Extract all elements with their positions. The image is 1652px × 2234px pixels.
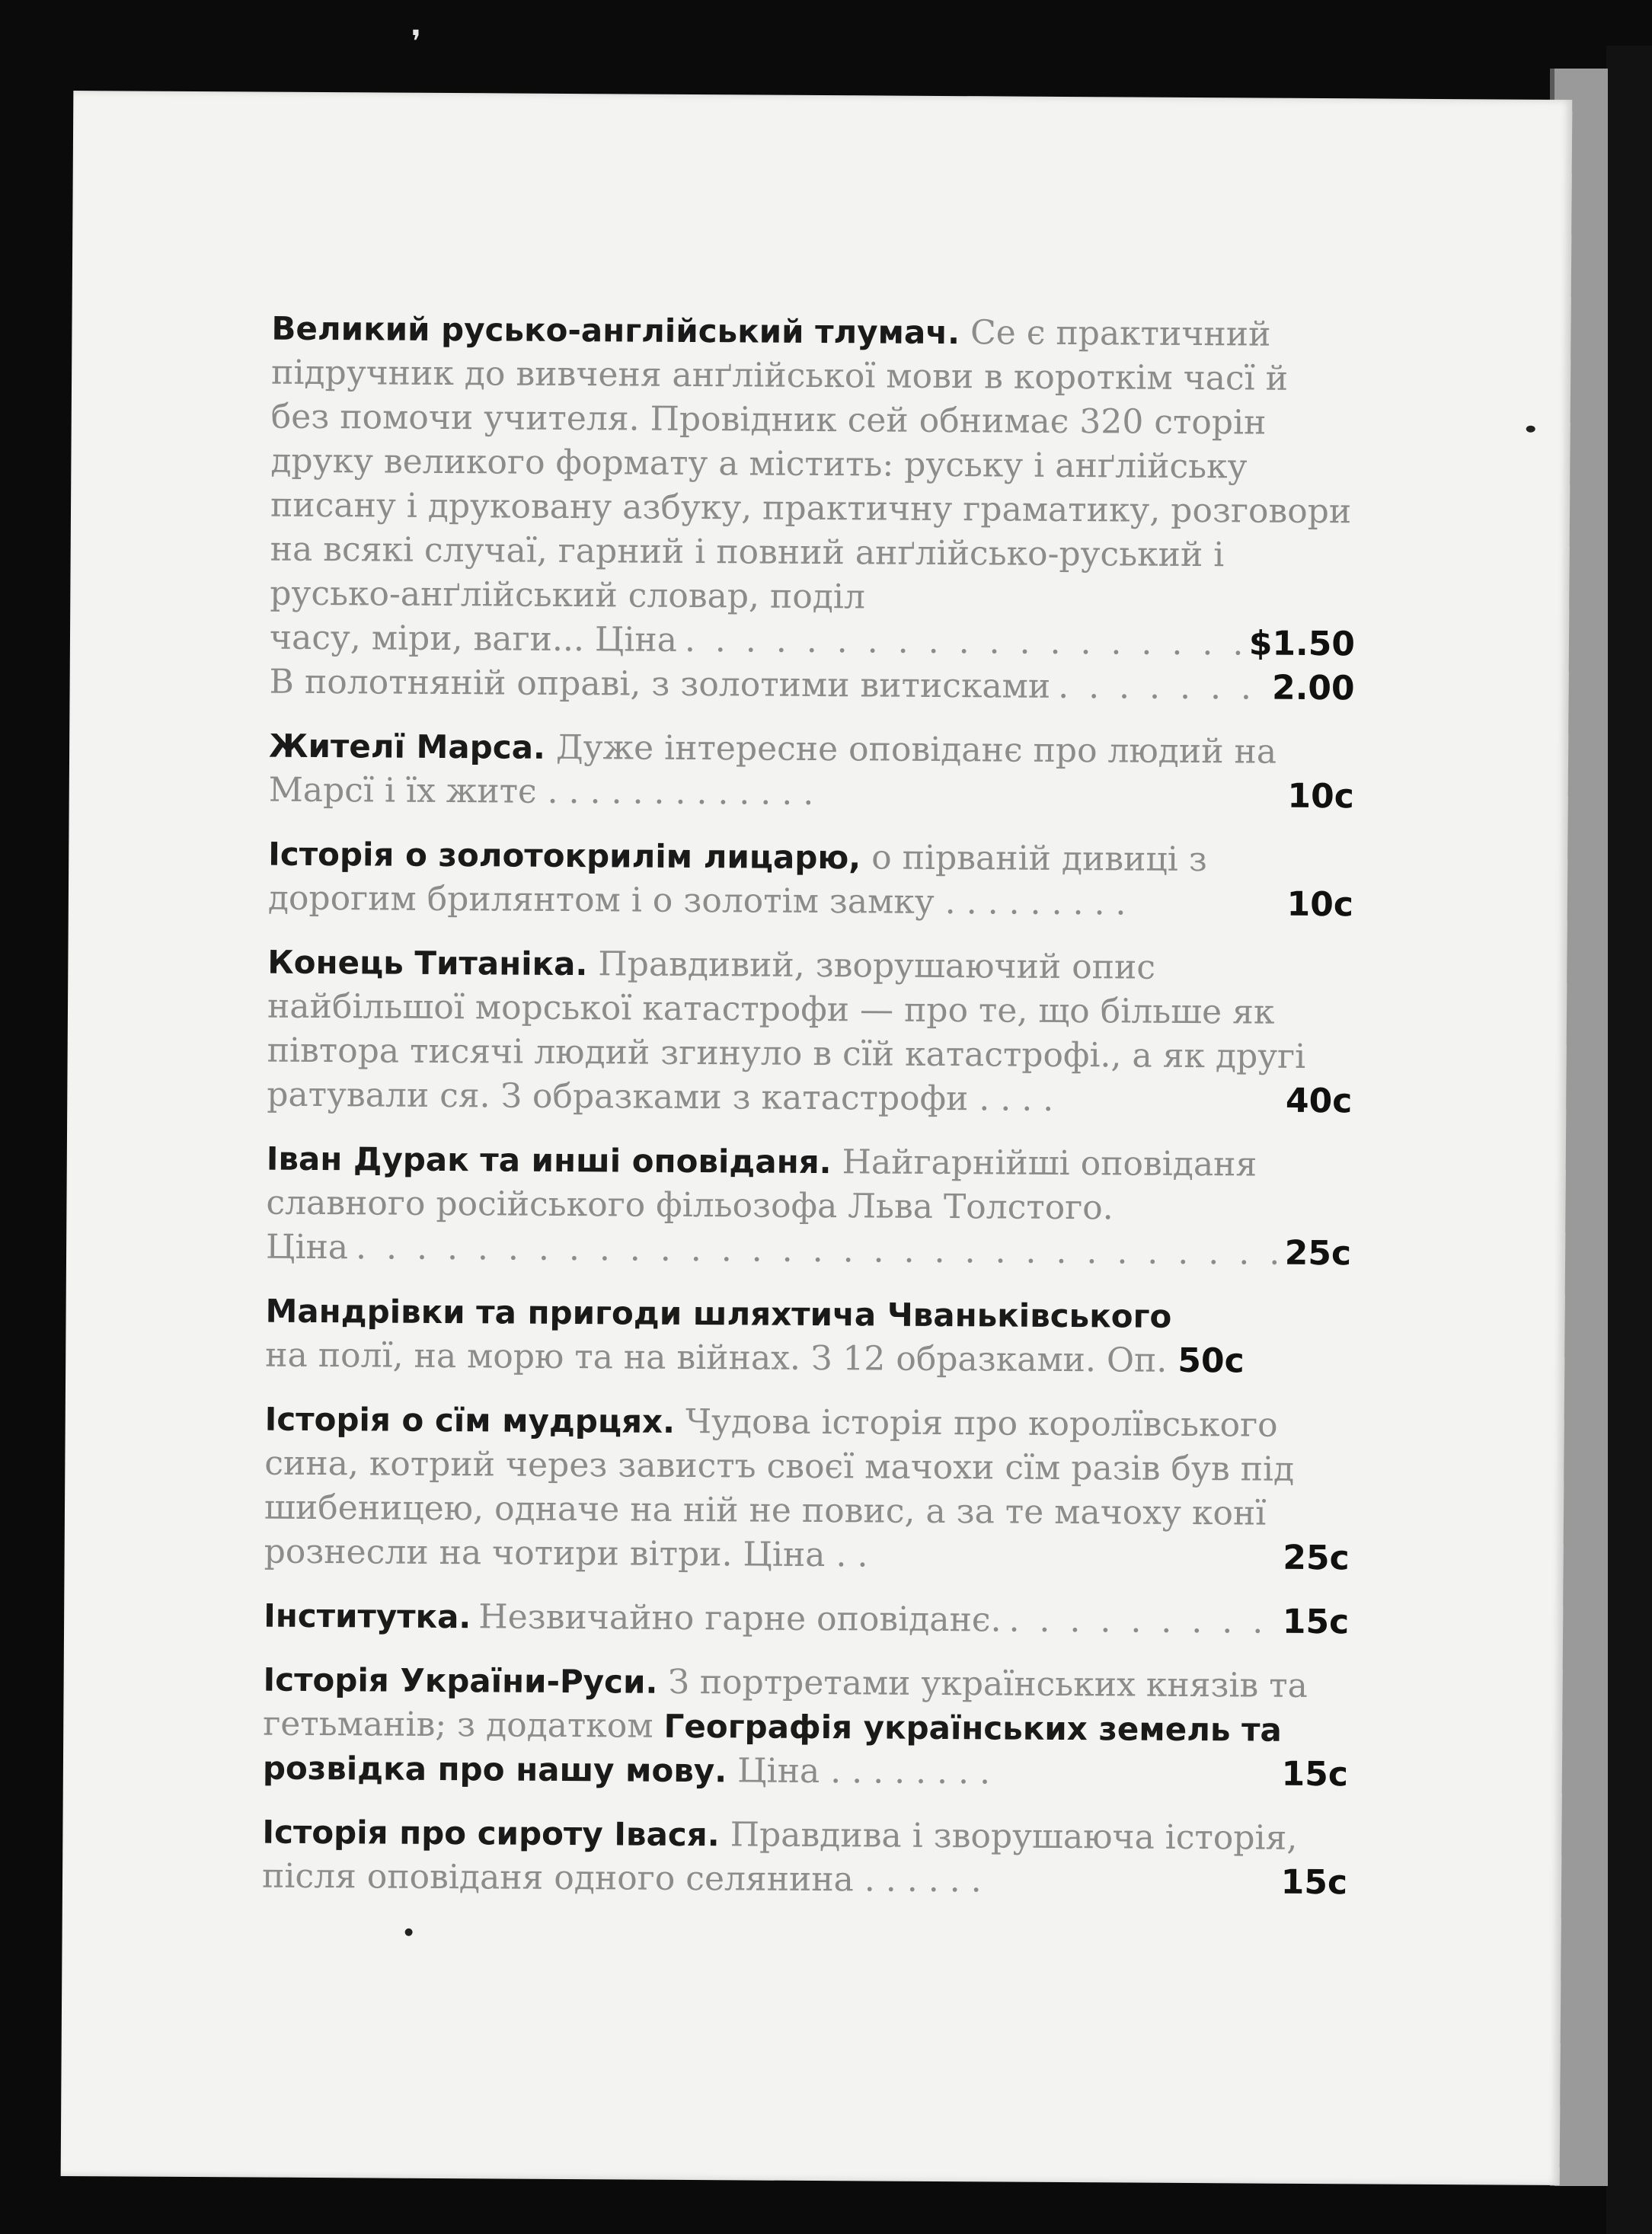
scan-background-strip [1606, 46, 1652, 2234]
catalog-entry [268, 833, 1354, 928]
price-label: Ціна [737, 1751, 820, 1791]
catalog-entry [269, 724, 1355, 820]
entry-description: о пірваній дивиці з дорогим брилянтом і о золотім замку [267, 838, 1207, 922]
entry-title: Історія о золотокрилім лицарю, [268, 835, 861, 877]
price-line [270, 616, 1355, 667]
book-page [61, 91, 1573, 2185]
ink-speck [405, 1929, 413, 1936]
entry-price: 10c [1286, 884, 1354, 925]
leader-dots: . . . . . . . . . [944, 883, 1126, 923]
price-line [265, 1334, 1350, 1385]
entry-price: 15c [1282, 1602, 1350, 1642]
leader-dots [1008, 1599, 1275, 1644]
ink-speck [1526, 426, 1535, 433]
entry-price: $1.50 [1248, 624, 1356, 664]
entry-title: Великий русько-англійський тлумач. [271, 309, 960, 352]
leader-dots: . . . . . . [864, 1860, 982, 1900]
catalog-entry [269, 307, 1356, 711]
entry-description: Правдивий, зворушаючий опис найбільшої морської катастрофи — про те, що більше як півтора тисячі людий згинуло в сїй катастрофі., а як другі ратували ся. З образками з катастрофи [267, 944, 1306, 1119]
catalog-entry [265, 1290, 1351, 1385]
entry-title: Жителї Марса. [268, 727, 546, 766]
entry-price: 15c [1280, 1862, 1348, 1903]
entry-title: Іван Дурак та инші оповіданя. [266, 1139, 832, 1181]
entry-price: 40c [1285, 1081, 1353, 1121]
entry-description: Правдива і зворушаюча історія, після оповіданя одного селянина [261, 1815, 1298, 1900]
price-label: Ціна [265, 1227, 349, 1267]
leader-dots: . . [836, 1536, 868, 1575]
price-line [269, 724, 1355, 820]
catalog-entry [264, 1594, 1349, 1645]
price-label: часу, міри, ваги... Ціна [269, 618, 678, 660]
entry-description: Се є практичний підручник до вивченя анґлійської мови в короткім часї й без помочи учителя. Провідник сей обнимає 320 сторін друку великого формату а містить: руську і анґлійську писану і друковану азбуку, практичну граматику, розговори на всякі случаї, гарний і повний анґлійсько-руський і русько-анґлійський словар, поділ [270, 313, 1352, 617]
leader-dots [1058, 665, 1264, 711]
catalog-entry [263, 1658, 1349, 1798]
entry-title: Мандрівки та пригоди шляхтича Чваньківського [265, 1292, 1172, 1335]
entry-description: З портретами українських князів та гетьманів; з додатком [263, 1662, 1308, 1746]
price-line [269, 660, 1354, 711]
catalog-entry [264, 1398, 1350, 1581]
entry-title: Історія о сїм мудрцях. [264, 1400, 676, 1440]
leader-dots: . . . . . . . . [830, 1752, 991, 1792]
catalog-entry [266, 1137, 1352, 1277]
entry-price: 10c [1287, 776, 1354, 817]
price-line [266, 1226, 1351, 1277]
entry-subtitle: Географія українських земель та розвідка про нашу мову. [262, 1707, 1282, 1790]
leader-dots: . . . . . . . . . . . . . [547, 772, 814, 813]
entry-title: Історія України-Руси. [263, 1660, 658, 1701]
leader-dots [685, 618, 1241, 666]
price-label: В полотняній оправі, з золотими витисками [269, 662, 1051, 706]
entry-price: 25c [1283, 1538, 1350, 1578]
catalog-entry [267, 941, 1353, 1124]
entry-price: 15c [1281, 1754, 1349, 1795]
entry-description: Найгарнійші оповіданя славного російського фільозофа Льва Толстого. [266, 1143, 1257, 1228]
entry-title: Історія про сироту Івася. [262, 1813, 720, 1854]
entry-description: на полї, на морю та на війнах. З 12 образками. Оп. [265, 1335, 1168, 1380]
catalog-entry [262, 1811, 1348, 1906]
price-line [264, 1594, 1349, 1645]
entry-description: Чудова історія про королївського сина, котрий через завистъ своєї мачохи сїм разів був під шибеницею, одначе на ній не повис, а за те мачоху конї рознесли на чотири вітри. Ціна [264, 1401, 1295, 1575]
entry-price: 50c [1177, 1341, 1245, 1381]
entry-title: Конець Титаніка. [267, 943, 588, 983]
entry-description: Незвичайно гарне оповіданє. [478, 1597, 1002, 1640]
leader-dots: . . . . [979, 1079, 1054, 1119]
catalog-list [262, 307, 1357, 1926]
entry-description: Дуже інтересне оповіданє про людий на Марсї і їх житє [268, 727, 1277, 811]
scan-speck: ❜ [411, 24, 421, 59]
entry-title: Інститутка. [264, 1596, 471, 1636]
entry-price: 25c [1284, 1233, 1352, 1274]
leader-dots [356, 1226, 1277, 1275]
entry-price: 2.00 [1271, 668, 1355, 708]
